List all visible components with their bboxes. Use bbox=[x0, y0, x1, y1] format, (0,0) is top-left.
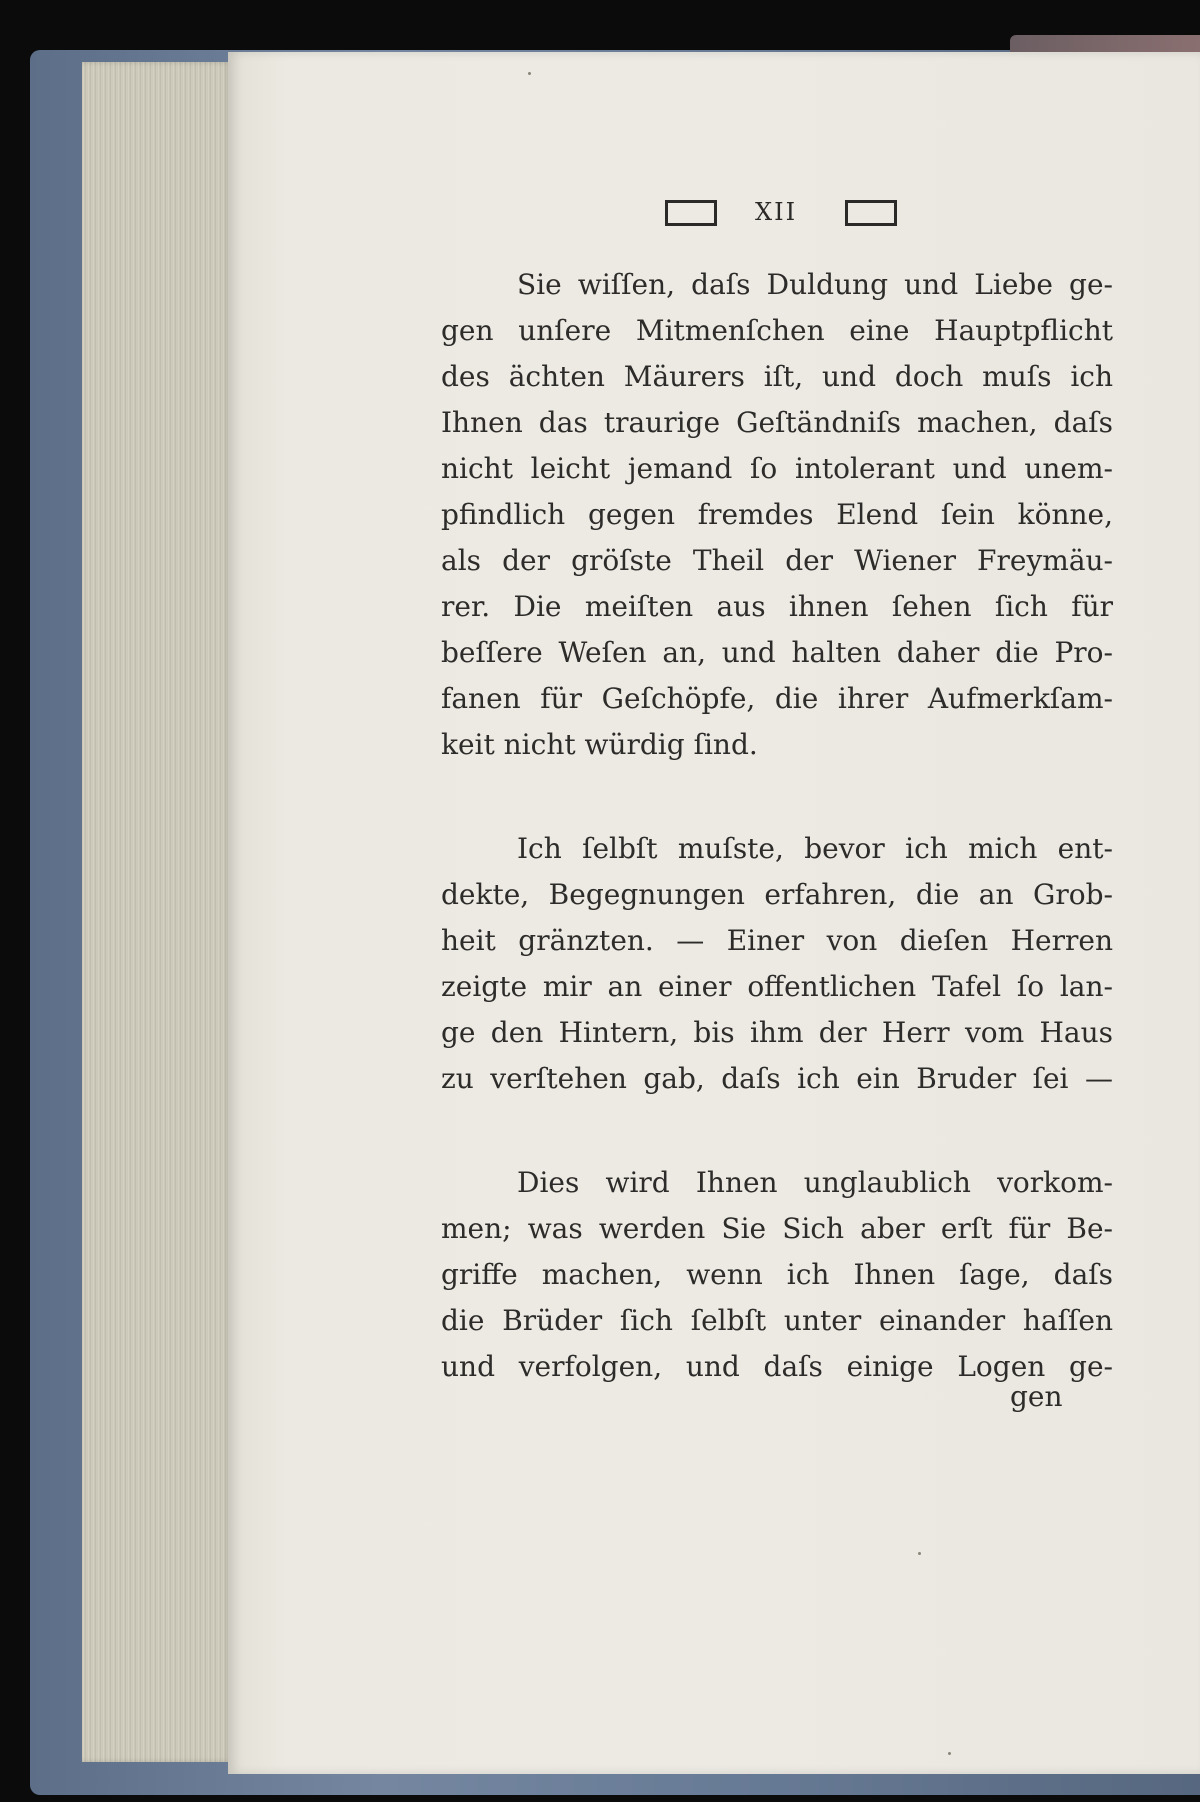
paper-speck bbox=[918, 1552, 921, 1555]
text-line: ge den Hintern, bis ihm der Herr vom Haus bbox=[441, 1016, 1113, 1049]
text-line: beſſere Weſen an, und halten daher die Pro- bbox=[441, 636, 1113, 669]
running-head bbox=[435, 190, 915, 240]
paragraph-gap bbox=[441, 1102, 1113, 1160]
text-line: fanen für Geſchöpfe, die ihrer Aufmerkſam- bbox=[441, 682, 1113, 715]
text-line: Ihnen das traurige Geſtändniſs machen, daſs bbox=[441, 406, 1113, 439]
text-line: zeigte mir an einer offentlichen Tafel ſo lan- bbox=[441, 970, 1113, 1003]
text-line: griffe machen, wenn ich Ihnen ſage, daſs bbox=[441, 1258, 1113, 1291]
text-line: und verfolgen, und daſs einige Logen ge- bbox=[441, 1350, 1113, 1383]
paragraph-gap bbox=[441, 768, 1113, 826]
ornament-bracket-left bbox=[665, 200, 717, 226]
text-line: dekte, Begegnungen erfahren, die an Grob- bbox=[441, 878, 1113, 911]
text-line: pfindlich gegen fremdes Elend ſein könne, bbox=[441, 498, 1113, 531]
page-number: XII bbox=[755, 198, 798, 226]
text-line: Ich ſelbſt muſste, bevor ich mich ent- bbox=[517, 832, 1113, 865]
text-line: als der gröſste Theil der Wiener Freymäu- bbox=[441, 544, 1113, 577]
text-line: men; was werden Sie Sich aber erſt für Be- bbox=[441, 1212, 1113, 1245]
body-text bbox=[441, 262, 1113, 1390]
paragraph-3 bbox=[441, 1160, 1113, 1390]
text-line: nicht leicht jemand ſo intolerant und unem- bbox=[441, 452, 1113, 485]
paper-speck bbox=[948, 1752, 951, 1755]
text-line: Dies wird Ihnen unglaublich vorkom- bbox=[517, 1166, 1113, 1199]
paper-speck bbox=[528, 72, 531, 75]
paragraph-1 bbox=[441, 262, 1113, 768]
catchword: gen bbox=[1010, 1380, 1063, 1413]
text-line: die Brüder ſich ſelbſt unter einander haſſen bbox=[441, 1304, 1113, 1337]
text-line: zu verſtehen gab, daſs ich ein Bruder ſei — bbox=[441, 1062, 1113, 1095]
text-line: gen unſere Mitmenſchen eine Hauptpflicht bbox=[441, 314, 1113, 347]
text-line: keit nicht würdig ſind. bbox=[441, 728, 758, 761]
page-edges bbox=[82, 62, 232, 1762]
text-line: rer. Die meiſten aus ihnen ſehen ſich für bbox=[441, 590, 1113, 623]
ornament-bracket-right bbox=[845, 200, 897, 226]
text-line: Sie wiſſen, daſs Duldung und Liebe ge- bbox=[517, 268, 1113, 301]
text-line: des ächten Mäurers iſt, und doch muſs ich bbox=[441, 360, 1113, 393]
paragraph-2 bbox=[441, 826, 1113, 1102]
text-line: heit gränzten. — Einer von dieſen Herren bbox=[441, 924, 1113, 957]
